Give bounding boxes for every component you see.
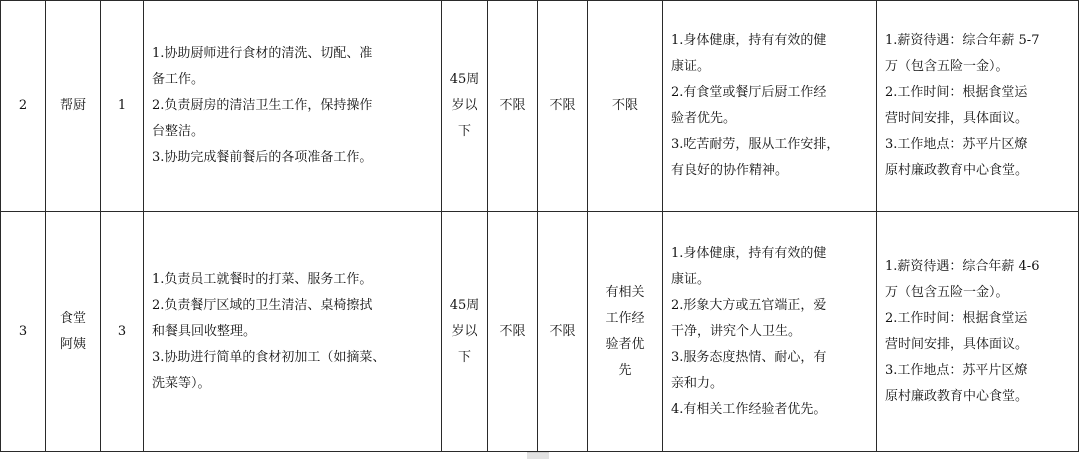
- row-number: 3: [1, 212, 46, 452]
- criteria-cell: 不限: [538, 212, 588, 452]
- age-requirement: 45周 岁以 下: [442, 212, 488, 452]
- row-number: 2: [1, 1, 46, 212]
- benefits: 1.薪资待遇：综合年薪 4-6 万（包含五险一金）。 2.工作时间：根据食堂运 营时间安排，具体面议。 3.工作地点：苏平片区燎 原村廉政教育中心食堂。: [877, 212, 1079, 452]
- age-requirement: 45周 岁以 下: [442, 1, 488, 212]
- hiring-count: 3: [101, 212, 144, 452]
- position-name: 食堂 阿姨: [46, 212, 101, 452]
- criteria-cell: 不限: [488, 212, 538, 452]
- experience-requirement: 不限: [588, 1, 663, 212]
- job-duties: 1.协助厨师进行食材的清洗、切配、准 备工作。 2.负责厨房的清洁卫生工作，保持操作 台整洁。 3.协助完成餐前餐后的各项准备工作。: [144, 1, 442, 212]
- job-requirements: 1.身体健康，持有有效的健 康证。 2.形象大方或五官端正，爱 干净，讲究个人卫生。 3.服务态度热情、耐心，有 亲和力。 4.有相关工作经验者优先。: [663, 212, 877, 452]
- benefits: 1.薪资待遇：综合年薪 5-7 万（包含五险一金）。 2.工作时间：根据食堂运 营时间安排，具体面议。 3.工作地点：苏平片区燎 原村廉政教育中心食堂。: [877, 1, 1079, 212]
- job-requirements: 1.身体健康，持有有效的健 康证。 2.有食堂或餐厅后厨工作经 验者优先。 3.吃苦耐劳，服从工作安排， 有良好的协作精神。: [663, 1, 877, 212]
- table-row: [1, 1, 1079, 212]
- job-duties: 1.负责员工就餐时的打菜、服务工作。 2.负责餐厅区域的卫生清洁、桌椅擦拭 和餐具回收整理。 3.协助进行简单的食材初加工（如摘菜、 洗菜等）。: [144, 212, 442, 452]
- criteria-cell: 不限: [488, 1, 538, 212]
- hiring-count: 1: [101, 1, 144, 212]
- position-name: 帮厨: [46, 1, 101, 212]
- page-edge-mark: [527, 452, 549, 459]
- criteria-cell: 不限: [538, 1, 588, 212]
- table-row: [1, 212, 1079, 452]
- experience-requirement: 有相关 工作经 验者优 先: [588, 212, 663, 452]
